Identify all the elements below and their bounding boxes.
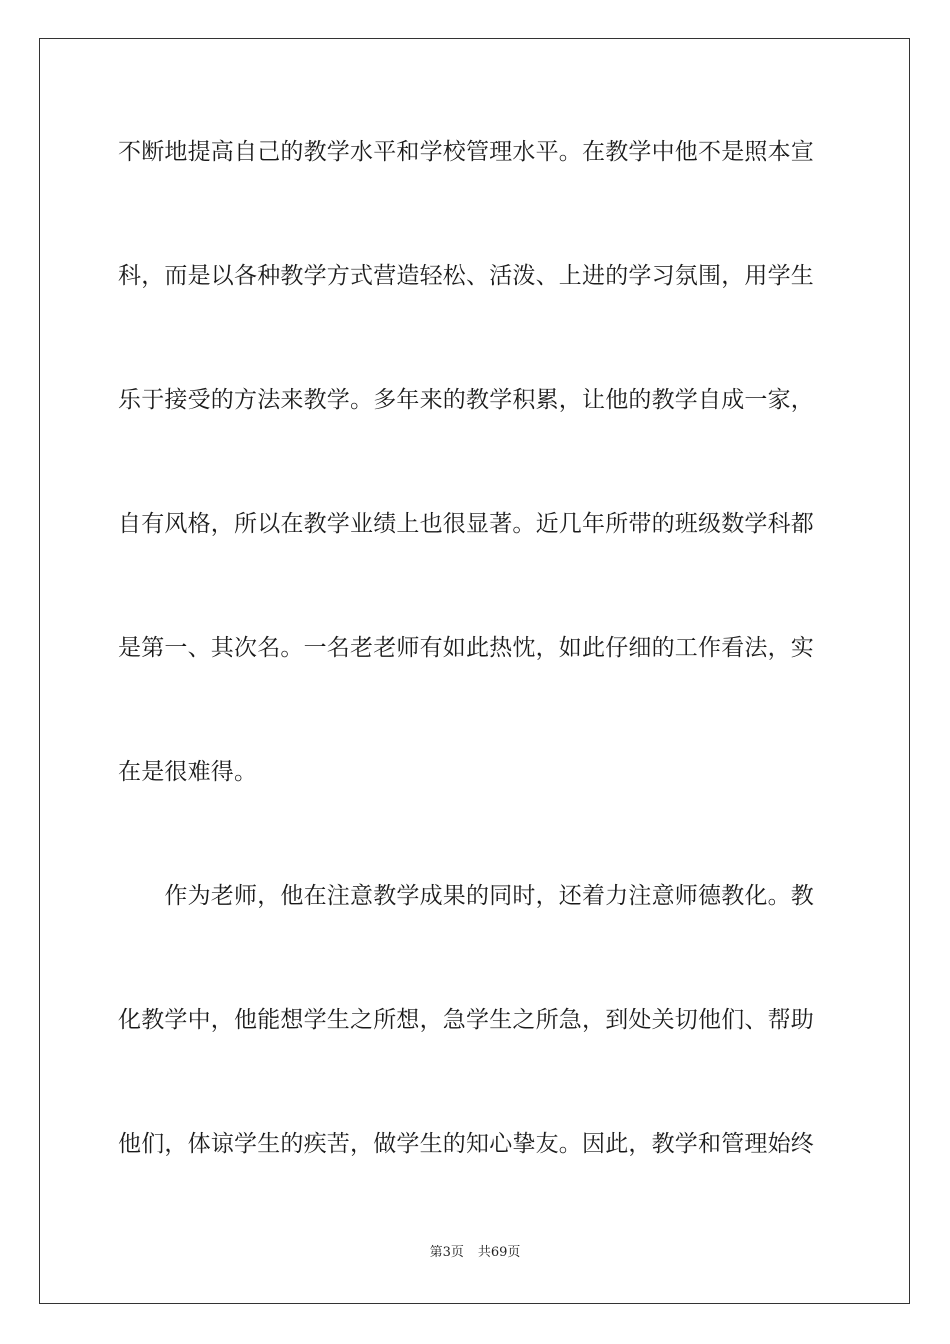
body-text-line: 不断地提高自己的教学水平和学校管理水平。在教学中他不是照本宣	[118, 139, 814, 165]
body-text-line: 化教学中，他能想学生之所想，急学生之所急，到处关切他们、帮助	[118, 1007, 814, 1033]
body-text-line: 作为老师，他在注意教学成果的同时，还着力注意师德教化。教	[118, 883, 814, 909]
page-number-current: 第3页	[429, 1245, 464, 1260]
page-footer	[0, 1244, 950, 1262]
body-text-line: 乐于接受的方法来教学。多年来的教学积累，让他的教学自成一家，	[118, 387, 814, 413]
body-text-line: 在是很难得。	[118, 759, 258, 785]
body-text-line: 是第一、其次名。一名老老师有如此热忱，如此仔细的工作看法，实	[118, 635, 814, 661]
body-text-line: 他们，体谅学生的疾苦，做学生的知心挚友。因此，教学和管理始终	[118, 1131, 814, 1157]
body-text-line: 自有风格，所以在教学业绩上也很显著。近几年所带的班级数学科都	[118, 511, 814, 537]
body-text-line: 科，而是以各种教学方式营造轻松、活泼、上进的学习氛围，用学生	[118, 263, 814, 289]
page-border	[39, 38, 910, 1304]
page-number-total: 共69页	[477, 1245, 521, 1260]
